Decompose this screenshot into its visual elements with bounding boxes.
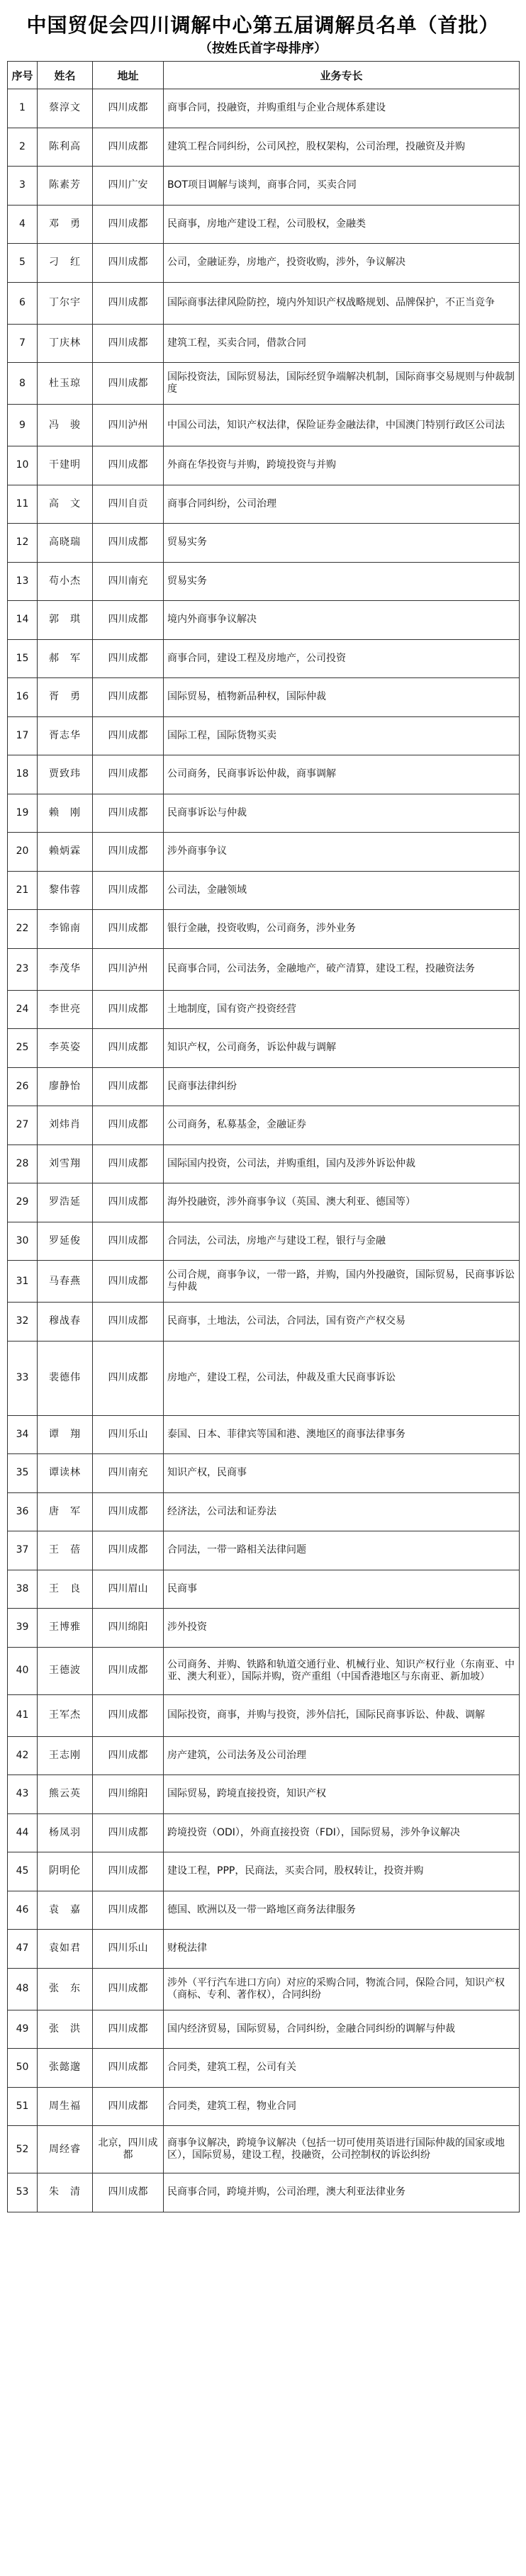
row-specialty: 土地制度，国有资产投资经营: [164, 990, 520, 1029]
row-name: 刘炜肖: [38, 1106, 93, 1145]
row-location: 四川成都: [93, 1303, 164, 1342]
table-row: [8, 601, 520, 640]
row-location: 四川成都: [93, 1694, 164, 1736]
row-specialty: 商事合同纠纷，公司治理: [164, 485, 520, 524]
row-number: 40: [8, 1647, 38, 1694]
table-row: [8, 1106, 520, 1145]
mediator-table: [7, 61, 520, 2212]
row-location: 四川成都: [93, 871, 164, 910]
table-row: [8, 2010, 520, 2049]
table-row: [8, 833, 520, 872]
row-number: 2: [8, 128, 38, 167]
row-location: 四川成都: [93, 716, 164, 755]
row-location: 四川成都: [93, 205, 164, 244]
row-number: 30: [8, 1222, 38, 1261]
table-row: [8, 485, 520, 524]
row-number: 27: [8, 1106, 38, 1145]
row-location: 四川成都: [93, 363, 164, 405]
table-row: [8, 1647, 520, 1694]
row-specialty: 国际商事法律风险防控，境内外知识产权战略规划、品牌保护，不正当竞争: [164, 282, 520, 324]
row-number: 18: [8, 755, 38, 794]
table-row: [8, 1609, 520, 1648]
table-row: [8, 1775, 520, 1814]
header-number: 序号: [8, 62, 38, 89]
row-number: 42: [8, 1736, 38, 1775]
row-location: 四川成都: [93, 524, 164, 563]
row-name: 阴明伦: [38, 1852, 93, 1891]
row-specialty: 商事争议解决，跨境争议解决（包括一切可使用英语进行国际仲裁的国家或地区），国际贸易，建设工程，投融资，公司控制权的诉讼纠纷: [164, 2126, 520, 2173]
table-row: [8, 562, 520, 601]
table-row: [8, 524, 520, 563]
row-name: 王 良: [38, 1570, 93, 1609]
row-name: 郝 军: [38, 639, 93, 678]
row-location: 四川成都: [93, 639, 164, 678]
row-number: 39: [8, 1609, 38, 1648]
row-name: 袁如君: [38, 1930, 93, 1969]
table-row: [8, 89, 520, 128]
row-name: 刁 红: [38, 244, 93, 283]
row-specialty: 国际国内投资，公司法，并购重组，国内及涉外诉讼仲裁: [164, 1144, 520, 1183]
row-number: 22: [8, 910, 38, 949]
row-name: 冯 骏: [38, 405, 93, 446]
row-name: 丁庆林: [38, 324, 93, 363]
row-number: 50: [8, 2049, 38, 2088]
table-row: [8, 1222, 520, 1261]
table-row: [8, 1261, 520, 1303]
row-number: 14: [8, 601, 38, 640]
row-name: 李茂华: [38, 948, 93, 990]
row-number: 33: [8, 1341, 38, 1415]
table-row: [8, 244, 520, 283]
row-number: 19: [8, 794, 38, 833]
row-specialty: 民商事，房地产建设工程，公司股权，金融类: [164, 205, 520, 244]
row-name: 罗延俊: [38, 1222, 93, 1261]
row-number: 11: [8, 485, 38, 524]
row-specialty: 财税法律: [164, 1930, 520, 1969]
row-specialty: 房地产，建设工程，公司法，仲裁及重大民商事诉讼: [164, 1341, 520, 1415]
row-name: 赖 刚: [38, 794, 93, 833]
page-subtitle: （按姓氏首字母排序）: [199, 41, 327, 56]
row-specialty: 国际贸易，跨境直接投资，知识产权: [164, 1775, 520, 1814]
row-name: 郭 琪: [38, 601, 93, 640]
row-location: 四川成都: [93, 1736, 164, 1775]
row-number: 5: [8, 244, 38, 283]
row-specialty: 国际投资法，国际贸易法，国际经贸争端解决机制，国际商事交易规则与仲裁制度: [164, 363, 520, 405]
row-specialty: 外商在华投资与并购，跨境投资与并购: [164, 446, 520, 485]
row-name: 穆战春: [38, 1303, 93, 1342]
row-location: 四川成都: [93, 910, 164, 949]
row-specialty: 德国、欧洲以及一带一路地区商务法律服务: [164, 1891, 520, 1930]
row-name: 胥志华: [38, 716, 93, 755]
table-row: [8, 910, 520, 949]
row-location: 四川成都: [93, 244, 164, 283]
table-row: [8, 128, 520, 167]
row-name: 熊云英: [38, 1775, 93, 1814]
row-specialty: 公司商务，私募基金，金融证券: [164, 1106, 520, 1145]
table-row: [8, 716, 520, 755]
row-name: 李英姿: [38, 1029, 93, 1068]
row-location: 四川成都: [93, 1341, 164, 1415]
table-row: [8, 282, 520, 324]
table-row: [8, 1067, 520, 1106]
row-number: 44: [8, 1813, 38, 1852]
row-number: 48: [8, 1968, 38, 2010]
row-name: 蔡淳文: [38, 89, 93, 128]
row-number: 36: [8, 1492, 38, 1531]
row-specialty: 民商事法律纠纷: [164, 1067, 520, 1106]
table-row: [8, 1736, 520, 1775]
row-name: 刘雪翔: [38, 1144, 93, 1183]
row-name: 丁尔宇: [38, 282, 93, 324]
row-specialty: 跨境投资（ODI），外商直接投资（FDI），国际贸易，涉外争议解决: [164, 1813, 520, 1852]
row-location: 四川成都: [93, 2010, 164, 2049]
row-number: 21: [8, 871, 38, 910]
table-row: [8, 755, 520, 794]
row-specialty: 建筑工程合同纠纷，公司风控，股权架构，公司治理，投融资及并购: [164, 128, 520, 167]
row-specialty: 国际贸易，植物新品种权，国际仲裁: [164, 678, 520, 717]
row-name: 干建明: [38, 446, 93, 485]
table-row: [8, 167, 520, 206]
table-row: [8, 1813, 520, 1852]
table-row: [8, 2087, 520, 2126]
row-specialty: 民商事，土地法，公司法，合同法，国有资产产权交易: [164, 1303, 520, 1342]
row-name: 黎伟蓉: [38, 871, 93, 910]
row-specialty: 公司，金融证券，房地产，投资收购，涉外，争议解决: [164, 244, 520, 283]
row-name: 陈利高: [38, 128, 93, 167]
table-row: [8, 363, 520, 405]
row-name: 马春燕: [38, 1261, 93, 1303]
table-row: [8, 1531, 520, 1570]
table-row: [8, 1570, 520, 1609]
row-number: 9: [8, 405, 38, 446]
row-name: 高晓瑞: [38, 524, 93, 563]
row-name: 唐 军: [38, 1492, 93, 1531]
row-location: 四川成都: [93, 1891, 164, 1930]
row-name: 陈素芳: [38, 167, 93, 206]
row-location: 四川成都: [93, 1106, 164, 1145]
row-specialty: 建筑工程，买卖合同，借款合同: [164, 324, 520, 363]
row-specialty: 经济法，公司法和证券法: [164, 1492, 520, 1531]
table-row: [8, 205, 520, 244]
table-row: [8, 2173, 520, 2212]
header-name: 姓名: [38, 62, 93, 89]
table-row: [8, 1029, 520, 1068]
row-location: 四川成都: [93, 678, 164, 717]
row-name: 苟小杰: [38, 562, 93, 601]
row-location: 四川成都: [93, 1852, 164, 1891]
row-name: 裴德伟: [38, 1341, 93, 1415]
row-number: 17: [8, 716, 38, 755]
row-name: 李锦南: [38, 910, 93, 949]
table-row: [8, 2126, 520, 2173]
row-number: 46: [8, 1891, 38, 1930]
row-specialty: 中国公司法，知识产权法律，保险证券金融法律，中国澳门特别行政区公司法: [164, 405, 520, 446]
row-location: 四川成都: [93, 1968, 164, 2010]
row-specialty: 公司商务，民商事诉讼仲裁，商事调解: [164, 755, 520, 794]
row-number: 15: [8, 639, 38, 678]
row-specialty: 贸易实务: [164, 524, 520, 563]
row-location: 四川成都: [93, 324, 164, 363]
row-specialty: 国际投资，商事，并购与投资，涉外信托，国际民商事诉讼、仲裁、调解: [164, 1694, 520, 1736]
row-specialty: 涉外投资: [164, 1609, 520, 1648]
row-specialty: 国内经济贸易，国际贸易，合同纠纷，金融合同纠纷的调解与仲裁: [164, 2010, 520, 2049]
row-location: 四川成都: [93, 2087, 164, 2126]
row-name: 杜玉琼: [38, 363, 93, 405]
row-specialty: 公司合规，商事争议，一带一路，并购，国内外投融资，国际贸易，民商事诉讼与仲裁: [164, 1261, 520, 1303]
row-specialty: 知识产权，公司商务，诉讼仲裁与调解: [164, 1029, 520, 1068]
table-row: [8, 1852, 520, 1891]
page-title: 中国贸促会四川调解中心第五届调解员名单（首批）: [26, 13, 500, 37]
row-number: 7: [8, 324, 38, 363]
table-header-row: [8, 62, 520, 89]
row-location: 四川成都: [93, 1492, 164, 1531]
row-specialty: 境内外商事争议解决: [164, 601, 520, 640]
row-location: 四川成都: [93, 446, 164, 485]
row-number: 38: [8, 1570, 38, 1609]
row-name: 袁 嘉: [38, 1891, 93, 1930]
row-location: 四川成都: [93, 1029, 164, 1068]
row-specialty: 合同类，建筑工程，公司有关: [164, 2049, 520, 2088]
row-specialty: 涉外商事争议: [164, 833, 520, 872]
row-location: 四川绵阳: [93, 1775, 164, 1814]
row-name: 王军杰: [38, 1694, 93, 1736]
row-name: 王博雅: [38, 1609, 93, 1648]
table-row: [8, 990, 520, 1029]
row-name: 贾致玮: [38, 755, 93, 794]
row-number: 13: [8, 562, 38, 601]
row-specialty: 民商事诉讼与仲裁: [164, 794, 520, 833]
row-location: 四川成都: [93, 833, 164, 872]
table-row: [8, 405, 520, 446]
table-row: [8, 1454, 520, 1493]
table-row: [8, 1415, 520, 1454]
row-number: 25: [8, 1029, 38, 1068]
row-location: 四川泸州: [93, 405, 164, 446]
row-specialty: 公司法，金融领域: [164, 871, 520, 910]
table-row: [8, 324, 520, 363]
table-row: [8, 678, 520, 717]
row-location: 四川绵阳: [93, 1609, 164, 1648]
row-number: 26: [8, 1067, 38, 1106]
row-specialty: BOT项目调解与谈判，商事合同，买卖合同: [164, 167, 520, 206]
row-specialty: 合同法，公司法，房地产与建设工程，银行与金融: [164, 1222, 520, 1261]
row-name: 张 东: [38, 1968, 93, 2010]
row-number: 35: [8, 1454, 38, 1493]
row-location: 四川成都: [93, 89, 164, 128]
row-location: 四川成都: [93, 990, 164, 1029]
row-number: 41: [8, 1694, 38, 1736]
row-name: 周生福: [38, 2087, 93, 2126]
row-specialty: 商事合同，投融资，并购重组与企业合规体系建设: [164, 89, 520, 128]
row-specialty: 海外投融资，涉外商事争议（英国、澳大利亚、德国等）: [164, 1183, 520, 1222]
row-number: 6: [8, 282, 38, 324]
row-specialty: 涉外（平行汽车进口方向）对应的采购合同，物流合同，保险合同，知识产权（商标、专利、著作权），合同纠纷: [164, 1968, 520, 2010]
row-location: 四川南充: [93, 1454, 164, 1493]
row-specialty: 房产建筑，公司法务及公司治理: [164, 1736, 520, 1775]
table-row: [8, 1183, 520, 1222]
row-name: 赖炳霖: [38, 833, 93, 872]
row-number: 53: [8, 2173, 38, 2212]
row-location: 北京，四川成都: [93, 2126, 164, 2173]
row-location: 四川成都: [93, 1067, 164, 1106]
row-specialty: 合同类，建筑工程，物业合同: [164, 2087, 520, 2126]
row-name: 王志刚: [38, 1736, 93, 1775]
table-row: [8, 1891, 520, 1930]
row-specialty: 合同法，一带一路相关法律问题: [164, 1531, 520, 1570]
row-number: 37: [8, 1531, 38, 1570]
row-number: 51: [8, 2087, 38, 2126]
row-location: 四川成都: [93, 282, 164, 324]
row-number: 52: [8, 2126, 38, 2173]
row-name: 邓 勇: [38, 205, 93, 244]
row-number: 34: [8, 1415, 38, 1454]
table-row: [8, 1694, 520, 1736]
row-name: 胥 勇: [38, 678, 93, 717]
row-specialty: 国际工程，国际货物买卖: [164, 716, 520, 755]
table-row: [8, 871, 520, 910]
row-name: 廖静怡: [38, 1067, 93, 1106]
row-location: 四川成都: [93, 1531, 164, 1570]
row-number: 8: [8, 363, 38, 405]
row-name: 杨凤羽: [38, 1813, 93, 1852]
row-location: 四川南充: [93, 562, 164, 601]
row-specialty: 知识产权，民商事: [164, 1454, 520, 1493]
table-row: [8, 639, 520, 678]
row-location: 四川成都: [93, 1144, 164, 1183]
row-number: 29: [8, 1183, 38, 1222]
row-location: 四川广安: [93, 167, 164, 206]
row-number: 47: [8, 1930, 38, 1969]
row-location: 四川眉山: [93, 1570, 164, 1609]
table-row: [8, 1303, 520, 1342]
row-specialty: 商事合同，建设工程及房地产，公司投资: [164, 639, 520, 678]
row-specialty: 银行金融，投资收购，公司商务，涉外业务: [164, 910, 520, 949]
row-number: 49: [8, 2010, 38, 2049]
table-row: [8, 1492, 520, 1531]
row-location: 四川成都: [93, 2173, 164, 2212]
row-specialty: 建设工程，PPP，民商法，买卖合同，股权转让，投资并购: [164, 1852, 520, 1891]
table-row: [8, 446, 520, 485]
row-location: 四川成都: [93, 601, 164, 640]
row-number: 12: [8, 524, 38, 563]
row-number: 1: [8, 89, 38, 128]
row-number: 45: [8, 1852, 38, 1891]
row-specialty: 民商事合同，跨境并购，公司治理，澳大利亚法律业务: [164, 2173, 520, 2212]
table-row: [8, 2049, 520, 2088]
table-row: [8, 1341, 520, 1415]
row-specialty: 公司商务、并购、铁路和轨道交通行业、机械行业、知识产权行业（东南亚、中亚、澳大利亚），国际并购，资产重组（中国香港地区与东南亚、新加坡）: [164, 1647, 520, 1694]
row-name: 王德波: [38, 1647, 93, 1694]
row-location: 四川成都: [93, 2049, 164, 2088]
row-location: 四川成都: [93, 755, 164, 794]
row-location: 四川成都: [93, 128, 164, 167]
row-name: 谭读林: [38, 1454, 93, 1493]
table-row: [8, 948, 520, 990]
row-specialty: 泰国、日本、菲律宾等国和港、澳地区的商事法律事务: [164, 1415, 520, 1454]
row-specialty: 民商事合同，公司法务，金融地产，破产清算，建设工程，投融资法务: [164, 948, 520, 990]
row-specialty: 民商事: [164, 1570, 520, 1609]
row-name: 王 蓓: [38, 1531, 93, 1570]
row-number: 32: [8, 1303, 38, 1342]
table-row: [8, 1930, 520, 1969]
row-location: 四川成都: [93, 794, 164, 833]
row-number: 23: [8, 948, 38, 990]
row-number: 31: [8, 1261, 38, 1303]
row-location: 四川成都: [93, 1222, 164, 1261]
row-location: 四川泸州: [93, 948, 164, 990]
row-number: 24: [8, 990, 38, 1029]
row-number: 28: [8, 1144, 38, 1183]
row-location: 四川自贡: [93, 485, 164, 524]
table-row: [8, 1968, 520, 2010]
row-specialty: 贸易实务: [164, 562, 520, 601]
row-number: 3: [8, 167, 38, 206]
header-location: 地址: [93, 62, 164, 89]
row-name: 罗浩延: [38, 1183, 93, 1222]
row-name: 张懿邈: [38, 2049, 93, 2088]
table-row: [8, 794, 520, 833]
table-body: [8, 89, 520, 2212]
row-number: 43: [8, 1775, 38, 1814]
row-name: 谭 翔: [38, 1415, 93, 1454]
row-number: 4: [8, 205, 38, 244]
row-location: 四川乐山: [93, 1415, 164, 1454]
row-location: 四川成都: [93, 1647, 164, 1694]
row-number: 20: [8, 833, 38, 872]
header-specialty: 业务专长: [164, 62, 520, 89]
row-number: 16: [8, 678, 38, 717]
row-location: 四川成都: [93, 1813, 164, 1852]
row-name: 张 洪: [38, 2010, 93, 2049]
row-name: 周经睿: [38, 2126, 93, 2173]
row-number: 10: [8, 446, 38, 485]
row-name: 朱 清: [38, 2173, 93, 2212]
row-location: 四川乐山: [93, 1930, 164, 1969]
table-row: [8, 1144, 520, 1183]
row-location: 四川成都: [93, 1261, 164, 1303]
row-name: 李世亮: [38, 990, 93, 1029]
row-name: 高 文: [38, 485, 93, 524]
row-location: 四川成都: [93, 1183, 164, 1222]
